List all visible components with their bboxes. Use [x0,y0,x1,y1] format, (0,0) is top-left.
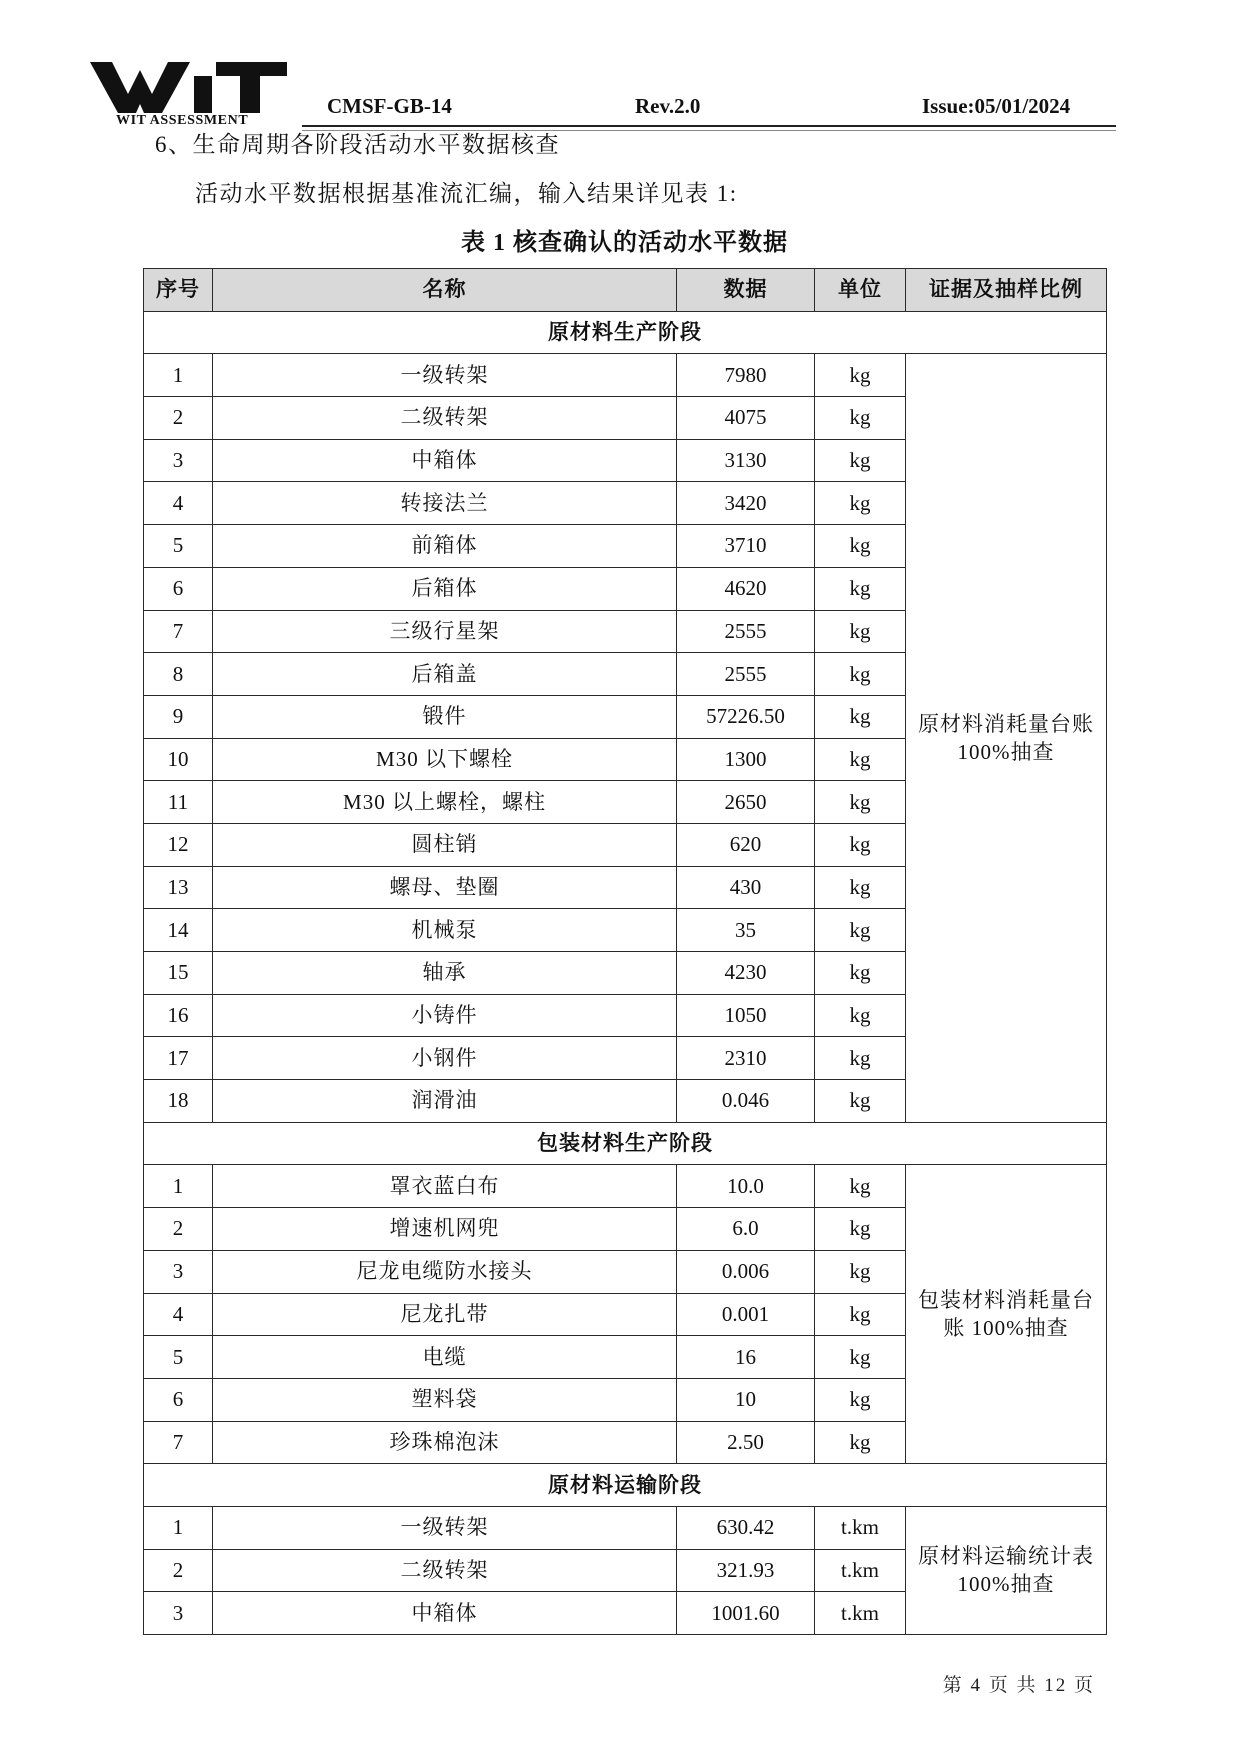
cell-value: 2650 [677,781,815,824]
cell-value: 16 [677,1336,815,1379]
evidence-cell [906,1165,1107,1464]
cell-name: 小钢件 [213,1037,677,1080]
cell-no: 5 [144,525,213,568]
table-row [144,1506,1107,1549]
cell-no: 8 [144,653,213,696]
table-header [144,269,1107,312]
cell-name: 后箱盖 [213,653,677,696]
cell-name: 润滑油 [213,1080,677,1123]
cell-no: 10 [144,738,213,781]
cell-unit: kg [815,1421,906,1464]
cell-name: 中箱体 [213,439,677,482]
cell-value: 321.93 [677,1549,815,1592]
cell-unit: kg [815,952,906,995]
activity-data-table [143,268,1107,1635]
cell-value: 2555 [677,653,815,696]
column-header-no: 序号 [144,269,213,312]
cell-unit: kg [815,1293,906,1336]
cell-value: 0.001 [677,1293,815,1336]
cell-no: 3 [144,439,213,482]
section-heading: 6、生命周期各阶段活动水平数据核查 [155,132,560,157]
logo-wordmark: WIT ASSESSMENT [116,113,249,128]
cell-value: 2555 [677,610,815,653]
document-code: CMSF-GB-14 [327,94,452,118]
cell-name: 小铸件 [213,994,677,1037]
cell-no: 5 [144,1336,213,1379]
cell-name: 轴承 [213,952,677,995]
cell-unit: kg [815,866,906,909]
cell-no: 12 [144,823,213,866]
cell-unit: kg [815,738,906,781]
cell-no: 7 [144,610,213,653]
cell-unit: kg [815,397,906,440]
cell-name: 珍珠棉泡沫 [213,1421,677,1464]
cell-unit: kg [815,1165,906,1208]
cell-value: 1300 [677,738,815,781]
cell-unit: kg [815,1378,906,1421]
cell-value: 430 [677,866,815,909]
cell-no: 9 [144,695,213,738]
cell-no: 1 [144,1165,213,1208]
evidence-text: 原材料运输统计表 100%抽查 [918,1544,1094,1597]
section-title: 包装材料生产阶段 [144,1122,1107,1165]
cell-unit: kg [815,1208,906,1251]
cell-unit: kg [815,909,906,952]
section-row [144,1122,1107,1165]
cell-unit: t.km [815,1592,906,1635]
cell-name: 罩衣蓝白布 [213,1165,677,1208]
cell-value: 1001.60 [677,1592,815,1635]
cell-name: 中箱体 [213,1592,677,1635]
wit-logo-mark [90,62,287,113]
evidence-cell [906,1506,1107,1634]
cell-unit: kg [815,781,906,824]
cell-name: 一级转架 [213,1506,677,1549]
cell-unit: kg [815,439,906,482]
cell-no: 3 [144,1592,213,1635]
section-row [144,1464,1107,1507]
cell-unit: kg [815,1080,906,1123]
revision-label: Rev.2.0 [635,94,701,118]
cell-name: 后箱体 [213,567,677,610]
cell-no: 16 [144,994,213,1037]
issue-date: Issue:05/01/2024 [922,94,1071,118]
cell-value: 4075 [677,397,815,440]
cell-unit: kg [815,525,906,568]
section-title: 原材料运输阶段 [144,1464,1107,1507]
cell-no: 13 [144,866,213,909]
cell-name: 机械泵 [213,909,677,952]
cell-value: 3710 [677,525,815,568]
logo-i-shape [194,76,212,113]
cell-no: 1 [144,354,213,397]
evidence-text: 包装材料消耗量台账 100%抽查 [918,1288,1094,1341]
table-row [144,1165,1107,1208]
cell-value: 2310 [677,1037,815,1080]
cell-value: 57226.50 [677,695,815,738]
cell-no: 14 [144,909,213,952]
cell-unit: kg [815,567,906,610]
cell-unit: kg [815,482,906,525]
cell-name: 前箱体 [213,525,677,568]
section-row [144,311,1107,354]
cell-no: 2 [144,1208,213,1251]
cell-name: 一级转架 [213,354,677,397]
cell-no: 2 [144,1549,213,1592]
column-header-unit: 单位 [815,269,906,312]
cell-no: 11 [144,781,213,824]
cell-value: 35 [677,909,815,952]
cell-no: 6 [144,567,213,610]
cell-unit: t.km [815,1506,906,1549]
cell-unit: kg [815,1336,906,1379]
cell-value: 4230 [677,952,815,995]
page-number: 第 4 页 共 12 页 [942,1675,1095,1696]
cell-name: 三级行星架 [213,610,677,653]
cell-name: 转接法兰 [213,482,677,525]
cell-name: 二级转架 [213,1549,677,1592]
cell-name: 增速机网兜 [213,1208,677,1251]
cell-name: 尼龙电缆防水接头 [213,1250,677,1293]
cell-unit: t.km [815,1549,906,1592]
cell-name: 塑料袋 [213,1378,677,1421]
cell-no: 4 [144,1293,213,1336]
cell-no: 17 [144,1037,213,1080]
cell-name: 尼龙扎带 [213,1293,677,1336]
cell-value: 2.50 [677,1421,815,1464]
cell-value: 0.006 [677,1250,815,1293]
cell-no: 6 [144,1378,213,1421]
cell-value: 7980 [677,354,815,397]
cell-unit: kg [815,1250,906,1293]
cell-name: 锻件 [213,695,677,738]
cell-value: 630.42 [677,1506,815,1549]
cell-unit: kg [815,1037,906,1080]
cell-no: 7 [144,1421,213,1464]
cell-unit: kg [815,695,906,738]
cell-name: M30 以上螺栓，螺柱 [213,781,677,824]
cell-value: 10.0 [677,1165,815,1208]
logo-w-shape [90,62,190,113]
table-title: 表 1 核查确认的活动水平数据 [461,230,788,256]
cell-value: 0.046 [677,1080,815,1123]
cell-unit: kg [815,653,906,696]
logo-t-bar-shape [216,62,287,76]
cell-value: 3130 [677,439,815,482]
intro-paragraph: 活动水平数据根据基准流汇编，输入结果详见表 1: [195,181,738,206]
cell-unit: kg [815,354,906,397]
cell-unit: kg [815,823,906,866]
cell-value: 620 [677,823,815,866]
cell-no: 1 [144,1506,213,1549]
cell-name: M30 以下螺栓 [213,738,677,781]
cell-unit: kg [815,994,906,1037]
cell-unit: kg [815,610,906,653]
cell-name: 圆柱销 [213,823,677,866]
evidence-text: 原材料消耗量台账 100%抽查 [918,712,1094,765]
cell-name: 二级转架 [213,397,677,440]
table-row [144,354,1107,397]
cell-no: 18 [144,1080,213,1123]
evidence-cell [906,354,1107,1122]
cell-no: 15 [144,952,213,995]
table-header-row [144,269,1107,312]
cell-no: 2 [144,397,213,440]
cell-name: 螺母、垫圈 [213,866,677,909]
column-header-name: 名称 [213,269,677,312]
cell-name: 电缆 [213,1336,677,1379]
cell-value: 10 [677,1378,815,1421]
cell-value: 3420 [677,482,815,525]
cell-value: 4620 [677,567,815,610]
column-header-evidence: 证据及抽样比例 [906,269,1107,312]
cell-value: 6.0 [677,1208,815,1251]
table-body [144,311,1107,1634]
logo-t-stem-shape [240,76,260,113]
cell-no: 3 [144,1250,213,1293]
column-header-value: 数据 [677,269,815,312]
cell-no: 4 [144,482,213,525]
section-title: 原材料生产阶段 [144,311,1107,354]
cell-value: 1050 [677,994,815,1037]
